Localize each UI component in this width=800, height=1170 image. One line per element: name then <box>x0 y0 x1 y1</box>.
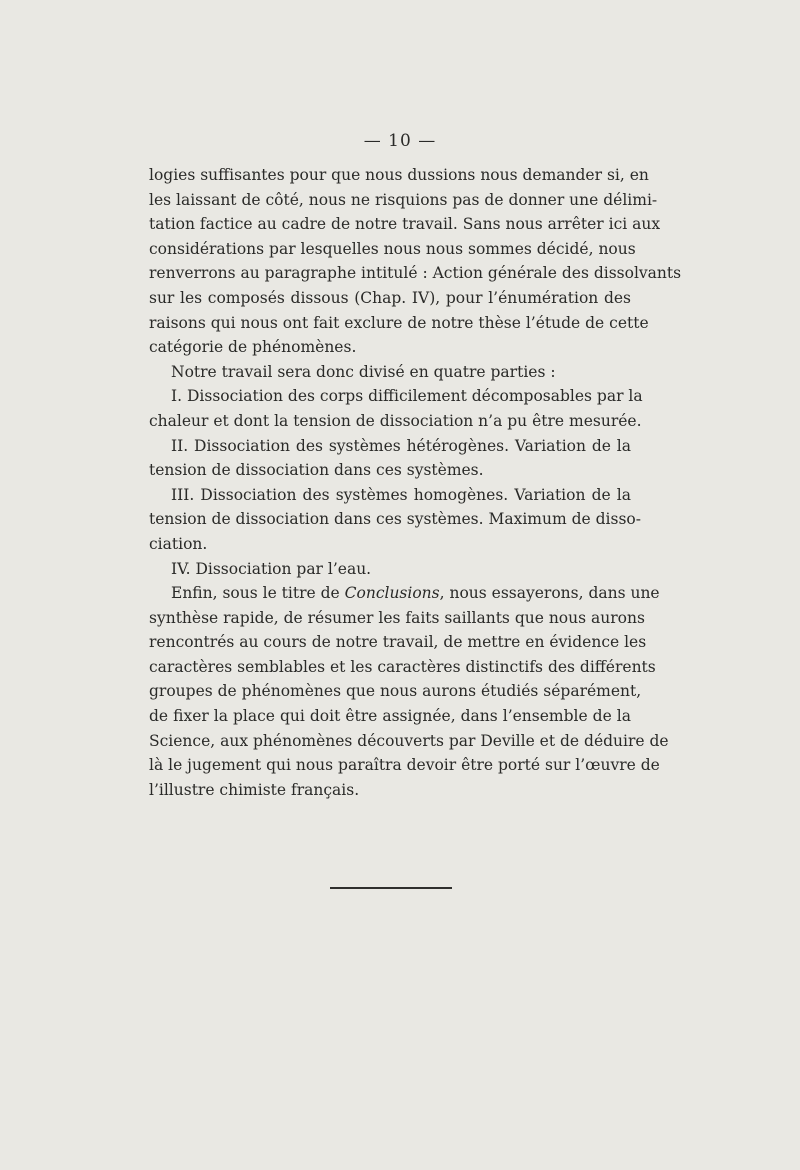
text-line: Science, aux phénomènes découverts par Deville et de déduire de <box>149 731 669 750</box>
text-line: les laissant de côté, nous ne risquions pas de donner une délimi- <box>149 190 658 209</box>
page-number: — 10 — <box>363 131 437 151</box>
text-line: renverrons au paragraphe intitulé : Action générale des dissolvants <box>149 264 682 283</box>
text-fragment: , nous essayerons, dans une <box>439 584 660 603</box>
conclusions-title: Conclusions <box>344 584 440 603</box>
text-line: catégorie de phénomènes. <box>149 338 357 357</box>
text-line: tension de dissociation dans ces systèmes. Maximum de disso- <box>149 510 641 529</box>
text-line: l’illustre chimiste français. <box>149 780 360 799</box>
text-line: ciation. <box>149 534 208 553</box>
text-fragment: Enfin, sous le titre de <box>171 584 345 603</box>
text-line: tation factice au cadre de notre travail. Sans nous arrêter ici aux <box>149 215 661 234</box>
list-item-3: III. Dissociation des systèmes homogènes. Variation de la <box>171 485 631 504</box>
text-line: groupes de phénomènes que nous aurons étudiés séparément, <box>149 682 642 701</box>
text-line: de fixer la place qui doit être assignée, dans l’ensemble de la <box>149 707 631 726</box>
text-line: Notre travail sera donc divisé en quatre parties : <box>171 362 556 381</box>
text-line: sur les composés dissous (Chap. IV), pour l’énumération des <box>149 288 631 307</box>
text-line: là le jugement qui nous paraîtra devoir être porté sur l’œuvre de <box>149 756 660 775</box>
text-line: synthèse rapide, de résumer les faits saillants que nous aurons <box>149 608 645 627</box>
text-line: chaleur et dont la tension de dissociation n’a pu être mesurée. <box>149 411 642 430</box>
list-item-4: IV. Dissociation par l’eau. <box>171 559 372 578</box>
text-line: caractères semblables et les caractères distinctifs des différents <box>149 657 656 676</box>
section-end-rule <box>330 887 452 889</box>
list-item-2: II. Dissociation des systèmes hétérogènes. Variation de la <box>171 436 631 455</box>
text-line: logies suffisantes pour que nous dussions nous demander si, en <box>149 166 649 184</box>
text-line: raisons qui nous ont fait exclure de notre thèse l’étude de cette <box>149 313 649 332</box>
conclusion-first-line <box>149 581 660 606</box>
list-item-1: I. Dissociation des corps difficilement décomposables par la <box>171 387 643 406</box>
body-text <box>149 163 682 802</box>
text-line: tension de dissociation dans ces systèmes. <box>149 461 484 480</box>
text-line: rencontrés au cours de notre travail, de mettre en évidence les <box>149 633 647 652</box>
text-line: considérations par lesquelles nous nous sommes décidé, nous <box>149 239 636 258</box>
